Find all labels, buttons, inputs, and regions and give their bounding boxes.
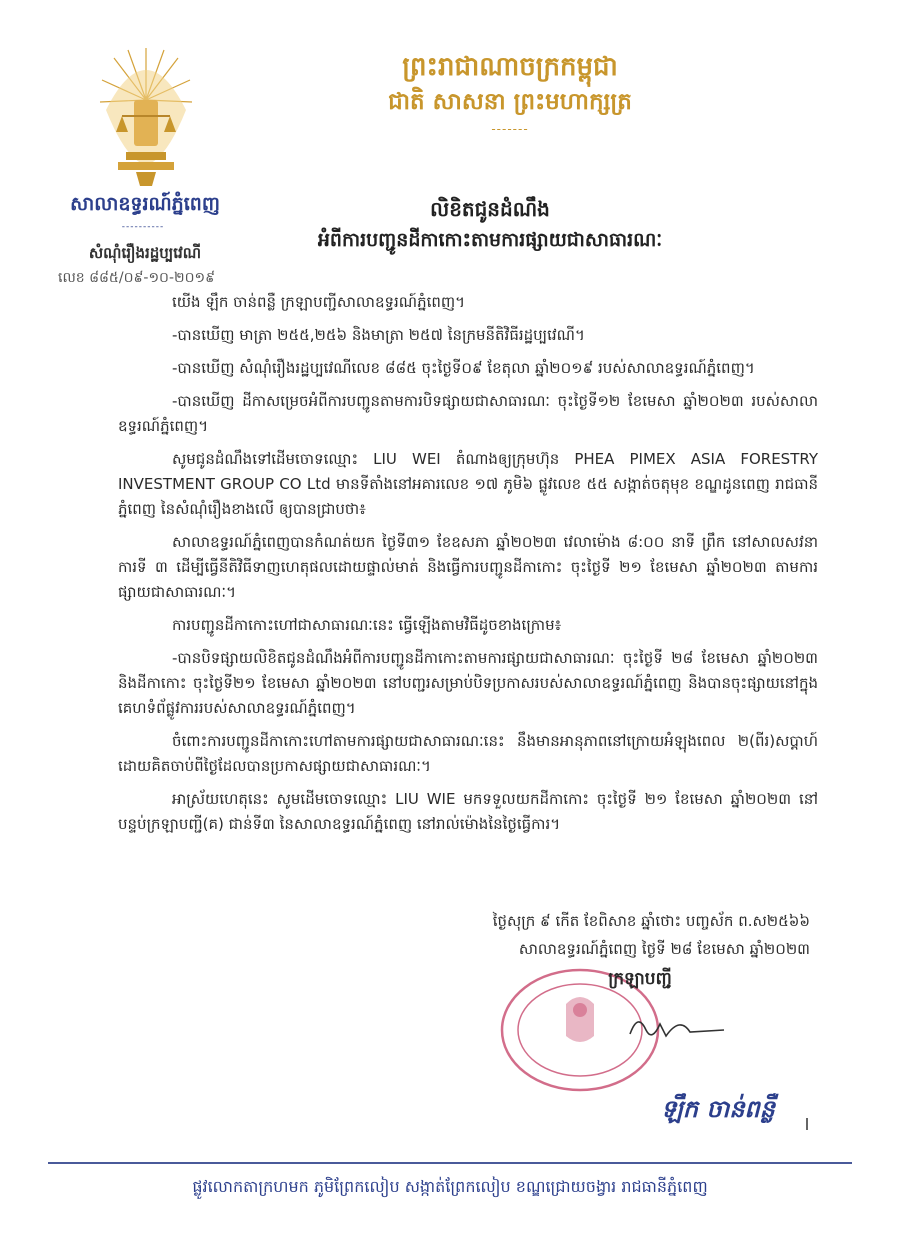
document-title: លិខិតជូនដំណឹង [430,197,550,221]
lunar-date: ថ្ងៃសុក្រ ៩ កើត ខែពិសាខ ឆ្នាំថោះ បញ្ចស័ក ព.ស២៥៦៦ [492,912,810,930]
signer-title: ក្រឡាបញ្ជី [608,969,672,989]
body-paragraph: អាស្រ័យហេតុនេះ សូមដើមចោទឈ្មោះ LIU WIE មកទទួលយកដីកាកោះ ចុះថ្ងៃទី ២១ ខែមេសា ឆ្នាំ២០២៣ នៅបន្ទប់ក្រឡាបញ្ជី(គ) ជាន់ទី៣ នៃសាលាឧទ្ធរណ៍ភ្នំពេញ នៅរាល់ម៉ោងនៃថ្ងៃធ្វើការ។ [118,790,818,833]
kingdom-heading: ព្រះរាជាណាចក្រកម្ពុជា [402,52,618,82]
signer-name: ឡឹក ចាន់ពន្លឺ [661,1095,775,1123]
footer-divider [48,1162,852,1164]
body-paragraph: ការបញ្ជូនដីកាកោះហៅជាសាធារណៈនេះ ធ្វើឡើងតាមវិធីដូចខាងក្រោម៖ [172,616,562,634]
signature-icon [620,1006,730,1046]
body-paragraph: -បានឃើញ ដីកាសម្រេចអំពីការបញ្ជូនតាមការបិទផ្សាយជាសាធារណៈ ចុះថ្ងៃទី១២ ខែមេសា ឆ្នាំ២០២៣ របស់សាលាឧទ្ធរណ៍ភ្នំពេញ។ [118,392,818,435]
reference-number: លេខ ៨៨៥/០៩-១០-២០១៩ [58,270,216,286]
court-name: សាលាឧទ្ធរណ៍ភ្នំពេញ [70,193,220,215]
body-paragraph: ចំពោះការបញ្ជូនដីកាកោះហៅតាមការផ្សាយជាសាធារណៈនេះ នឹងមានអានុភាពនៅក្រោយអំឡុងពេល ២(ពីរ)សប្តាហ៍ ដោយគិតចាប់ពីថ្ងៃដែលបានប្រកាសផ្សាយជាសាធារណៈ។ [118,732,818,775]
footer-address: ផ្លូវលោកតាក្រហមក ភូមិព្រែកលៀប សង្កាត់ព្រែកលៀប ខណ្ឌជ្រោយចង្វារ រាជធានីភ្នំពេញ [192,1177,708,1196]
motto-ornament: ------- [491,122,529,136]
national-motto: ជាតិ សាសនា ព្រះមហាក្សត្រ [388,89,632,115]
body-paragraph: -បានឃើញ សំណុំរឿងរដ្ឋប្បវេណីលេខ ៨៨៥ ចុះថ្ងៃទី០៩ ខែតុលា ឆ្នាំ២០១៩ របស់សាលាឧទ្ធរណ៍ភ្នំពេញ។ [172,359,755,377]
solar-date: សាលាឧទ្ធរណ៍ភ្នំពេញ ថ្ងៃទី ២៨ ខែមេសា ឆ្នាំ២០២៣ [518,940,810,958]
document-body [118,290,818,845]
margin-mark [806,1118,808,1130]
body-paragraph: យើង ឡឹក ចាន់ពន្លឺ ក្រឡាបញ្ជីសាលាឧទ្ធរណ៍ភ្នំពេញ។ [172,293,466,311]
body-paragraph: -បានបិទផ្សាយលិខិតជូនដំណឹងអំពីការបញ្ជូនដីកាកោះតាមការផ្សាយជាសាធារណៈ ចុះថ្ងៃទី ២៨ ខែមេសា ឆ្នាំ២០២៣ និងដីកាកោះ ចុះថ្ងៃទី២១ ខែមេសា ឆ្នាំ២០២៣ នៅបញ្ជរសម្រាប់បិទប្រកាសរបស់សាលាឧទ្ធរណ៍ភ្នំពេញ និងបានចុះផ្សាយនៅក្នុងគេហទំព័ផ្លូវការរបស់សាលាឧទ្ធរណ៍ភ្នំពេញ។ [118,649,818,717]
body-paragraph: សូមជូនដំណឹងទៅដើមចោទឈ្មោះ LIU WEI តំណាងឲ្យក្រុមហ៊ុន PHEA PIMEX ASIA FORESTRY INVESTMENT GROUP CO Ltd មានទីតាំងនៅអគារលេខ ១៧ ភូមិ៦ ផ្លូវលេខ ៥៥ សង្កាត់ចតុមុខ ខណ្ឌដូនពេញ រាជធានីភ្នំពេញ នៃសំណុំរឿងខាងលើ ឲ្យបានជ្រាបថា៖ [118,450,818,518]
document-subtitle: អំពីការបញ្ជូនដីកាកោះតាមការផ្សាយជាសាធារណៈ [317,229,663,251]
body-paragraph: -បានឃើញ មាត្រា ២៥៥,២៥៦ និងមាត្រា ២៥៧ នៃក្រមនីតិវិធីរដ្ឋប្បវេណី។ [172,326,585,344]
court-emblem-icon [96,40,196,190]
court-ornament: ---------- [121,222,165,232]
body-paragraph: សាលាឧទ្ធរណ៍ភ្នំពេញបានកំណត់យក ថ្ងៃទី៣១ ខែឧសភា ឆ្នាំ២០២៣ វេលាម៉ោង ៨:០០ នាទី ព្រឹក នៅសាលសវនាការទី ៣ ដើម្បីធ្វើនីតិវិធីទាញហេតុផលដោយផ្ទាល់មាត់ និងធ្វើការបញ្ជូនដីកាកោះ ចុះថ្ងៃទី ២១ ខែមេសា ឆ្នាំ២០២៣ តាមការផ្សាយជាសាធារណៈ។ [118,533,818,601]
civil-file-label: សំណុំរឿងរដ្ឋប្បវេណី [88,244,202,262]
